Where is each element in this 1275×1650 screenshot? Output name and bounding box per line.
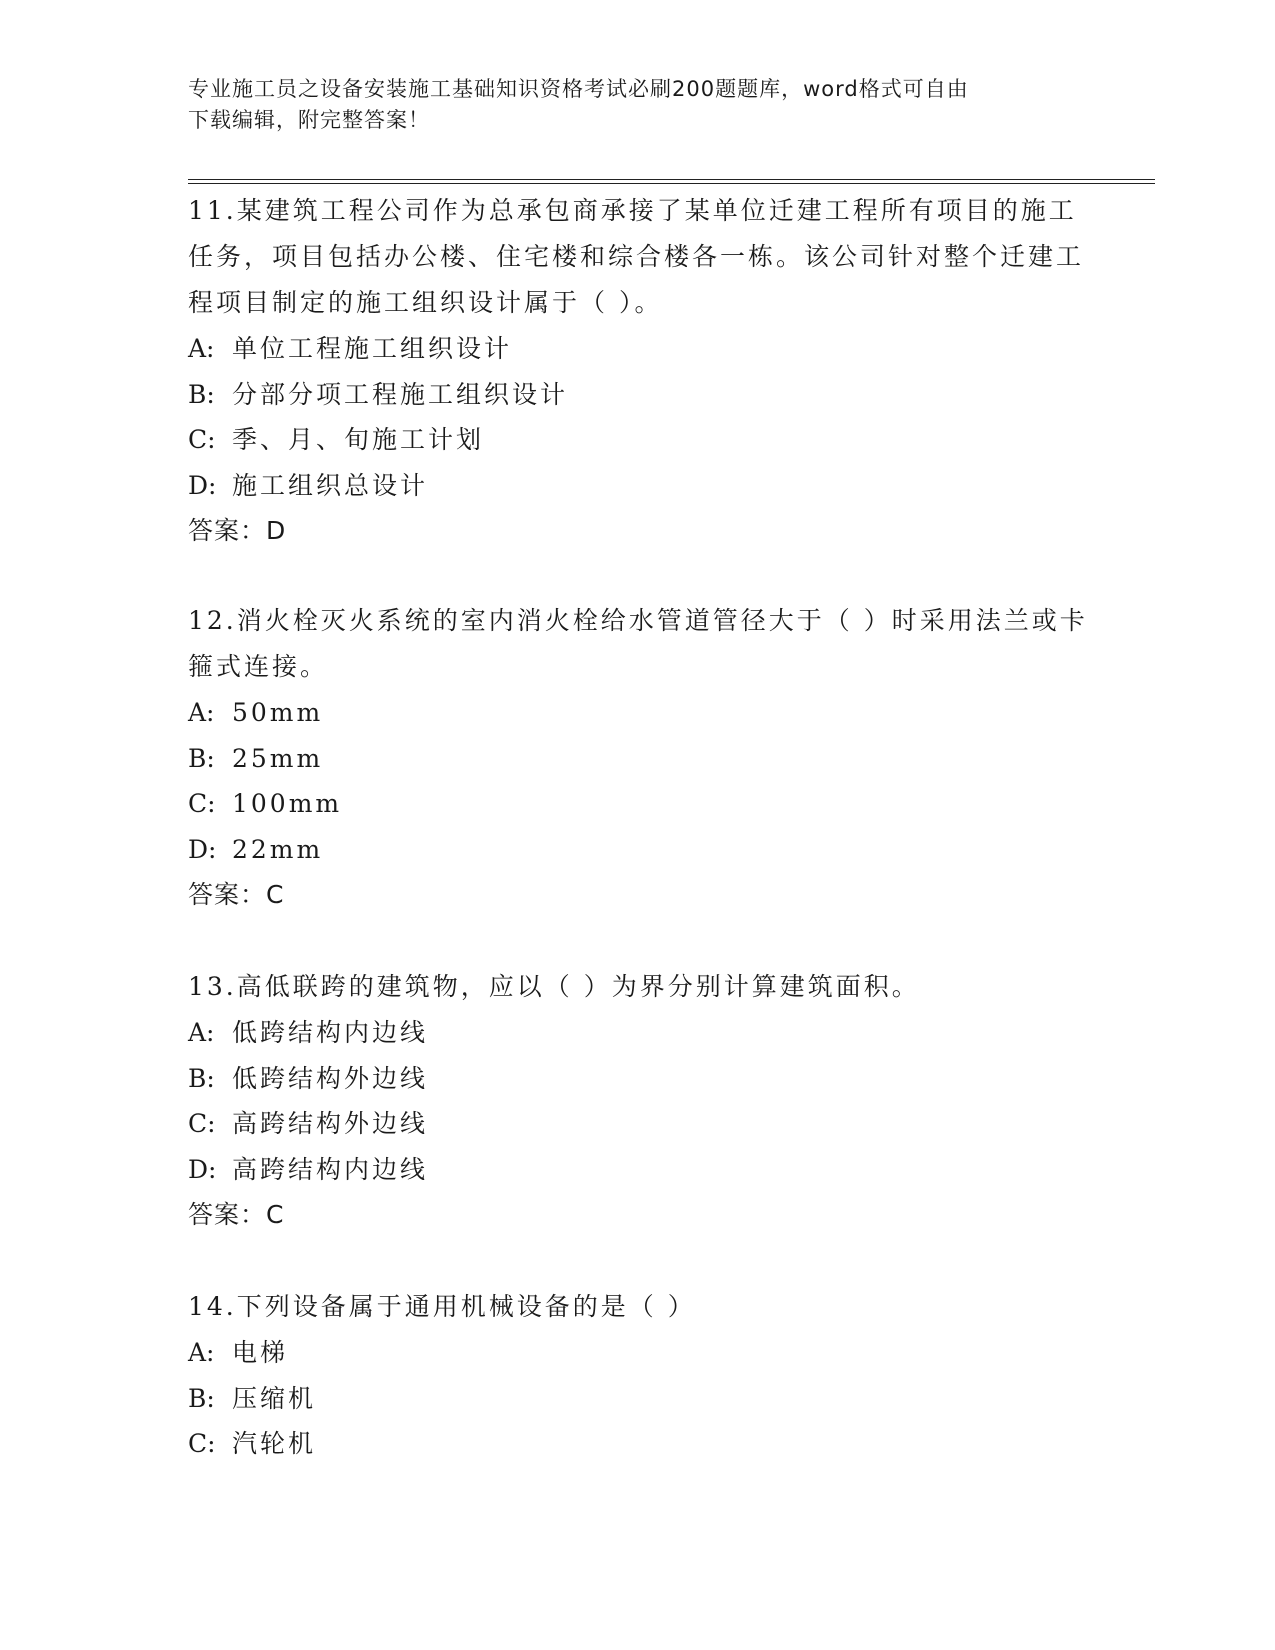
header-line-1: 专业施工员之设备安装施工基础知识资格考试必刷200题题库，word格式可自由 — [188, 77, 969, 101]
option-a — [188, 1010, 1088, 1056]
option-b — [188, 1376, 1088, 1422]
option-letter: A: — [188, 1338, 215, 1367]
question-stem: 13.高低联跨的建筑物，应以（ ）为界分别计算建筑面积。 — [188, 972, 920, 1001]
option-c — [188, 1421, 1088, 1467]
option-letter: C: — [188, 1109, 216, 1138]
header-line-2: 下载编辑，附完整答案！ — [188, 108, 430, 132]
option-text: 50mm — [232, 698, 324, 727]
option-letter: D: — [188, 470, 217, 500]
option-letter: D: — [188, 834, 217, 864]
option-c — [188, 1101, 1088, 1147]
option-text: 汽轮机 — [232, 1429, 317, 1458]
option-text: 高跨结构内边线 — [232, 1154, 429, 1184]
question-13 — [188, 964, 1088, 1238]
question-stem: 14.下列设备属于通用机械设备的是（ ） — [188, 1292, 696, 1321]
header-divider-top — [188, 179, 1155, 180]
option-text: 100mm — [232, 789, 343, 818]
option-letter: A: — [188, 698, 215, 727]
header-divider-bottom — [188, 183, 1155, 184]
question-stem: 12.消火栓灭火系统的室内消火栓给水管道管径大于（ ）时采用法兰或卡箍式连接。 — [188, 606, 1088, 681]
option-text: 电梯 — [232, 1338, 289, 1367]
option-text: 分部分项工程施工组织设计 — [232, 379, 569, 409]
option-text: 22mm — [232, 834, 324, 864]
option-text: 单位工程施工组织设计 — [232, 334, 513, 363]
option-a — [188, 1330, 1088, 1376]
option-d — [188, 827, 1088, 873]
option-letter: B: — [188, 379, 215, 409]
option-letter: A: — [188, 334, 215, 363]
option-c — [188, 781, 1088, 827]
option-a — [188, 326, 1088, 372]
option-text: 施工组织总设计 — [232, 470, 429, 500]
option-text: 25mm — [232, 743, 324, 773]
option-text: 压缩机 — [232, 1383, 317, 1413]
option-d — [188, 1147, 1088, 1193]
option-letter: C: — [188, 425, 216, 454]
answer-line: 答案：C — [188, 880, 285, 909]
option-a — [188, 690, 1088, 736]
option-text: 季、月、旬施工计划 — [232, 425, 485, 454]
question-stem: 11.某建筑工程公司作为总承包商承接了某单位迁建工程所有项目的施工任务，项目包括办公楼、住宅楼和综合楼各一栋。该公司针对整个迁建工程项目制定的施工组织设计属于（ ）。 — [188, 196, 1085, 317]
option-letter: A: — [188, 1018, 215, 1047]
question-11 — [188, 188, 1088, 554]
option-d — [188, 463, 1088, 509]
option-letter: C: — [188, 1429, 216, 1458]
option-letter: C: — [188, 789, 216, 818]
option-letter: B: — [188, 1063, 215, 1093]
option-b — [188, 372, 1088, 418]
answer-line: 答案：C — [188, 1200, 285, 1229]
option-letter: B: — [188, 743, 215, 773]
option-text: 高跨结构外边线 — [232, 1109, 429, 1138]
option-letter: D: — [188, 1154, 217, 1184]
document-header — [188, 74, 1088, 136]
option-b — [188, 1056, 1088, 1102]
option-b — [188, 736, 1088, 782]
question-12 — [188, 598, 1088, 918]
option-letter: B: — [188, 1383, 215, 1413]
question-14 — [188, 1284, 1088, 1467]
option-text: 低跨结构内边线 — [232, 1018, 429, 1047]
option-text: 低跨结构外边线 — [232, 1063, 429, 1093]
option-c — [188, 417, 1088, 463]
answer-line: 答案：D — [188, 516, 287, 545]
